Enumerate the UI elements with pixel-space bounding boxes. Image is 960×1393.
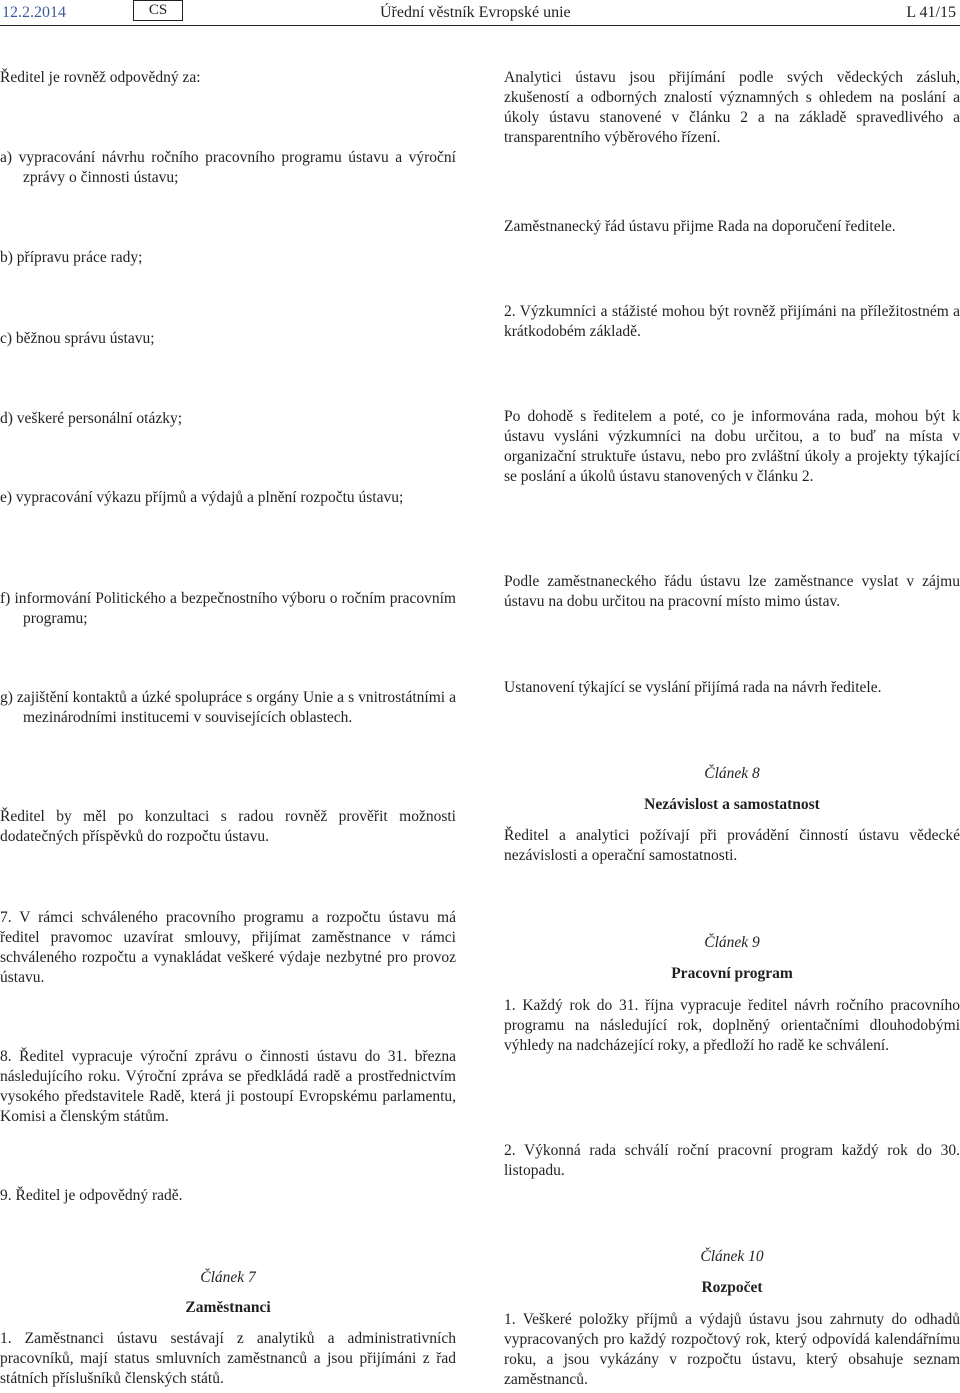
- paragraph-7: 7. V rámci schváleného pracovního programu a rozpočtu ústavu má ředitel pravomoc uzavírat smlouvy, přijímat zaměstnance v rámci schváleného rozpočtu a vynakládat veškeré výdaje nezbytné pro provoz ústavu.: [0, 909, 456, 986]
- article-10-paragraph-1: 1. Veškeré položky příjmů a výdajů ústavu jsou zahrnuty do odhadů vypracovaných pro každý rozpočtový rok, který odpovídá kalendářnímu roku, a jsou vykázány v rozpočtu ústavu, který obsahuje seznam zaměstnanců.: [504, 1311, 960, 1388]
- analysts-recruitment: Analytici ústavu jsou přijímání podle svých vědeckých zásluh, zkušeností a odborných znalostí významných s ohledem na poslání a úkoly ústavu stanovené v článku 2 a na základě spravedlivého a transparentního výběrového řízení.: [504, 69, 960, 146]
- page-number: L 41/15: [906, 4, 956, 21]
- language-code-box: CS: [133, 0, 183, 21]
- secondment-paragraph: Po dohodě s ředitelem a poté, co je informována rada, mohou být k ústavu vysláni výzkumníci na dobu určitou, a to buď na místa v organizační struktuře ústavu, nebo pro zvláštní úkoly a projekty týkající se poslání a úkolů ústavu stanovených v článku 2.: [504, 408, 960, 485]
- article-7-number: Článek 7: [200, 1269, 256, 1286]
- paragraph-8: 8. Ředitel vypracuje výroční zprávu o činnosti ústavu do 31. března následujícího roku. Výroční zpráva se předkládá radě a prostřednictvím vysokého představitele Radě, která ji postoupí Evropskému parlamentu, Komisi a členským státům.: [0, 1048, 456, 1125]
- article-7-title: Zaměstnanci: [185, 1299, 271, 1316]
- duty-item-e: e) vypracování výkazu příjmů a výdajů a plnění rozpočtu ústavu;: [0, 489, 404, 506]
- article-9-title: Pracovní program: [671, 965, 793, 982]
- secondment-rules: Ustanovení týkající se vyslání přijímá rada na návrh ředitele.: [504, 679, 882, 696]
- publication-date[interactable]: 12.2.2014: [2, 4, 66, 21]
- article-9-paragraph-2: 2. Výkonná rada schválí roční pracovní program každý rok do 30. listopadu.: [504, 1142, 960, 1179]
- duty-item-c: c) běžnou správu ústavu;: [0, 330, 155, 347]
- staff-regulations: Zaměstnanecký řád ústavu přijme Rada na doporučení ředitele.: [504, 218, 896, 235]
- duty-item-a: a) vypracování návrhu ročního pracovního programu ústavu a výroční zprávy o činnosti ústavu;: [0, 149, 456, 186]
- duties-intro: Ředitel je rovněž odpovědný za:: [0, 69, 201, 86]
- duty-item-g: g) zajištění kontaktů a úzké spolupráce s orgány Unie a s vnitrostátními a mezinárodními institucemi v souvisejících oblastech.: [0, 689, 456, 726]
- budget-review-paragraph: Ředitel by měl po konzultaci s radou rovněž prověřit možnosti dodatečných příspěvků do rozpočtu ústavu.: [0, 808, 456, 845]
- outside-posting-paragraph: Podle zaměstnaneckého řádu ústavu lze zaměstnance vyslat v zájmu ústavu na dobu určitou na pracovní místo mimo ústav.: [504, 573, 960, 610]
- header-rule: [0, 25, 960, 26]
- article-10-title: Rozpočet: [701, 1279, 763, 1296]
- article-9-number: Článek 9: [704, 934, 760, 951]
- article-8-title: Nezávislost a samostatnost: [644, 796, 820, 813]
- paragraph-9: 9. Ředitel je odpovědný radě.: [0, 1187, 183, 1204]
- article-9-paragraph-1: 1. Každý rok do 31. října vypracuje ředitel návrh ročního pracovního programu na následující rok, doplněný orientačními dlouhodobými výhledy na nadcházející roky, a předloží ho radě ke schválení.: [504, 997, 960, 1054]
- duty-item-f: f) informování Politického a bezpečnostního výboru o ročním pracovním programu;: [0, 590, 456, 627]
- journal-title: Úřední věstník Evropské unie: [380, 4, 571, 21]
- article-8-number: Článek 8: [704, 765, 760, 782]
- article-6-paragraph-2: 2. Výzkumníci a stážisté mohou být rovněž přijímáni na příležitostném a krátkodobém základě.: [504, 303, 960, 340]
- article-8-paragraph: Ředitel a analytici požívají při provádění činností ústavu vědecké nezávislosti a operační samostatnosti.: [504, 827, 960, 864]
- duty-item-b: b) přípravu práce rady;: [0, 249, 143, 266]
- article-10-number: Článek 10: [700, 1248, 764, 1265]
- page-header: [0, 0, 960, 26]
- duty-item-d: d) veškeré personální otázky;: [0, 410, 183, 427]
- article-7-paragraph-1: 1. Zaměstnanci ústavu sestávají z analytiků a administrativních pracovníků, mají status smluvních zaměstnanců a jsou přijímáni z řad státních příslušníků členských států.: [0, 1330, 456, 1387]
